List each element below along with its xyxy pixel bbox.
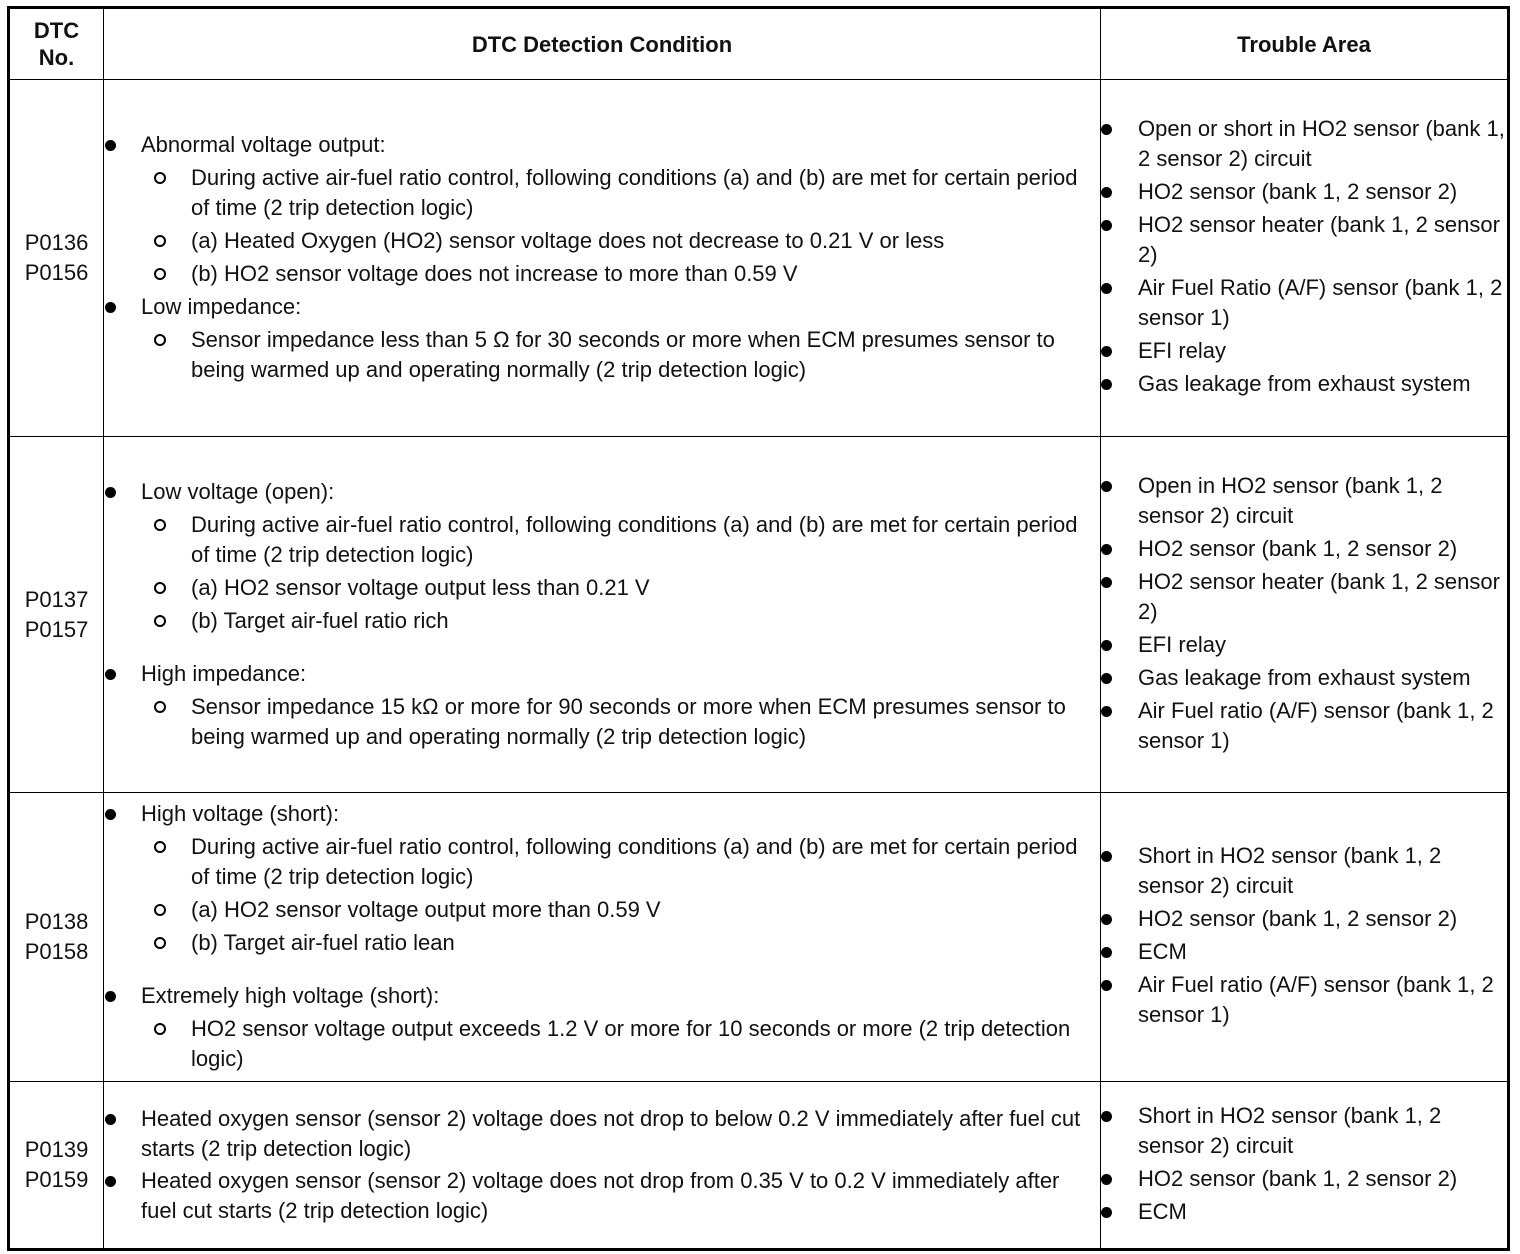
- detection-condition-cell: [104, 793, 1101, 1082]
- bullet-icon: [105, 809, 116, 820]
- trouble-area-item: HO2 sensor (bank 1, 2 sensor 2): [1101, 177, 1507, 207]
- trouble-area-item: Open in HO2 sensor (bank 1, 2 sensor 2) circuit: [1101, 471, 1507, 531]
- bullet-icon: [1101, 673, 1112, 684]
- dtc-table: [7, 6, 1510, 1251]
- dtc-code-cell: [9, 1082, 104, 1250]
- detection-condition-cell: [104, 437, 1101, 793]
- trouble-area-item: HO2 sensor (bank 1, 2 sensor 2): [1101, 534, 1507, 564]
- dtc-code: P0157: [24, 616, 89, 642]
- condition-subitem: Sensor impedance less than 5 Ω for 30 seconds or more when ECM presumes sensor to being warmed up and operating normally (2 trip detection logic): [154, 325, 1100, 385]
- dtc-code-cell: [9, 80, 104, 437]
- trouble-area-item: EFI relay: [1101, 336, 1507, 366]
- trouble-area-item: ECM: [1101, 1197, 1507, 1227]
- bullet-icon: [1101, 1174, 1112, 1185]
- dtc-code-cell: [9, 437, 104, 793]
- trouble-area-item: HO2 sensor (bank 1, 2 sensor 2): [1101, 904, 1507, 934]
- bullet-icon: [1101, 187, 1112, 198]
- circle-bullet-icon: [154, 701, 166, 713]
- bullet-icon: [1101, 220, 1112, 231]
- trouble-area-item: Short in HO2 sensor (bank 1, 2 sensor 2) circuit: [1101, 1101, 1507, 1161]
- trouble-area-item: ECM: [1101, 937, 1507, 967]
- bullet-icon: [1101, 577, 1112, 588]
- dtc-code: P0139: [24, 1137, 89, 1162]
- dtc-code-cell: [9, 793, 104, 1082]
- trouble-area-cell: [1101, 80, 1509, 437]
- condition-subitem: HO2 sensor voltage output exceeds 1.2 V or more for 10 seconds or more (2 trip detection logic): [154, 1014, 1100, 1074]
- circle-bullet-icon: [154, 334, 166, 346]
- trouble-area-item: Gas leakage from exhaust system: [1101, 369, 1507, 399]
- trouble-area-item: Short in HO2 sensor (bank 1, 2 sensor 2) circuit: [1101, 841, 1507, 901]
- header-dtc-no-line1: DTC: [33, 18, 80, 43]
- condition-item: Heated oxygen sensor (sensor 2) voltage does not drop from 0.35 V to 0.2 V immediately after fuel cut starts (2 trip detection logic): [104, 1166, 1100, 1226]
- condition-subitem: (a) Heated Oxygen (HO2) sensor voltage does not decrease to 0.21 V or less: [154, 226, 1100, 256]
- condition-item: High voltage (short):: [104, 799, 1100, 829]
- condition-subitem: During active air-fuel ratio control, following conditions (a) and (b) are met for certain period of time (2 trip detection logic): [154, 510, 1100, 570]
- condition-subitem: (b) HO2 sensor voltage does not increase to more than 0.59 V: [154, 259, 1100, 289]
- circle-bullet-icon: [154, 582, 166, 594]
- condition-item: Heated oxygen sensor (sensor 2) voltage does not drop to below 0.2 V immediately after fuel cut starts (2 trip detection logic): [104, 1104, 1100, 1164]
- condition-subitem: During active air-fuel ratio control, following conditions (a) and (b) are met for certain period of time (2 trip detection logic): [154, 163, 1100, 223]
- header-row: [9, 8, 1509, 80]
- condition-subitem: (a) HO2 sensor voltage output less than 0.21 V: [154, 573, 1100, 603]
- circle-bullet-icon: [154, 172, 166, 184]
- dtc-code: P0156: [24, 260, 89, 285]
- condition-item: Low impedance:: [104, 292, 1100, 322]
- table-row: [9, 793, 1509, 1082]
- trouble-area-item: Air Fuel ratio (A/F) sensor (bank 1, 2 sensor 1): [1101, 696, 1507, 756]
- bullet-icon: [1101, 640, 1112, 651]
- trouble-area-item: HO2 sensor heater (bank 1, 2 sensor 2): [1101, 567, 1507, 627]
- condition-subitem: During active air-fuel ratio control, following conditions (a) and (b) are met for certain period of time (2 trip detection logic): [154, 832, 1100, 892]
- dtc-code: P0138: [24, 909, 89, 934]
- bullet-icon: [105, 140, 116, 151]
- circle-bullet-icon: [154, 268, 166, 280]
- trouble-area-cell: [1101, 793, 1509, 1082]
- condition-subitem: (b) Target air-fuel ratio rich: [154, 606, 1100, 636]
- bullet-icon: [105, 1114, 116, 1125]
- bullet-icon: [1101, 914, 1112, 925]
- table-row: [9, 437, 1509, 793]
- bullet-icon: [1101, 481, 1112, 492]
- dtc-code: P0136: [24, 230, 89, 255]
- bullet-icon: [105, 991, 116, 1002]
- trouble-area-item: Gas leakage from exhaust system: [1101, 663, 1507, 693]
- trouble-area-item: Air Fuel ratio (A/F) sensor (bank 1, 2 sensor 1): [1101, 970, 1507, 1030]
- table-row: [9, 1082, 1509, 1250]
- detection-condition-cell: [104, 1082, 1101, 1250]
- condition-item: Extremely high voltage (short):: [104, 981, 1100, 1011]
- bullet-icon: [1101, 346, 1112, 357]
- trouble-area-cell: [1101, 1082, 1509, 1250]
- bullet-icon: [105, 1176, 116, 1187]
- trouble-area-item: HO2 sensor (bank 1, 2 sensor 2): [1101, 1164, 1507, 1194]
- bullet-icon: [1101, 544, 1112, 555]
- trouble-area-item: EFI relay: [1101, 630, 1507, 660]
- dtc-code: P0159: [24, 1167, 89, 1192]
- circle-bullet-icon: [154, 904, 166, 916]
- bullet-icon: [105, 669, 116, 680]
- dtc-code: P0137: [24, 586, 89, 612]
- bullet-icon: [105, 487, 116, 498]
- condition-item: Low voltage (open):: [104, 477, 1100, 507]
- circle-bullet-icon: [154, 937, 166, 949]
- detection-condition-cell: [104, 80, 1101, 437]
- condition-item: Abnormal voltage output:: [104, 130, 1100, 160]
- condition-subitem: Sensor impedance 15 kΩ or more for 90 seconds or more when ECM presumes sensor to being warmed up and operating normally (2 trip detection logic): [154, 692, 1100, 752]
- bullet-icon: [1101, 851, 1112, 862]
- circle-bullet-icon: [154, 519, 166, 531]
- circle-bullet-icon: [154, 615, 166, 627]
- header-detection-condition: DTC Detection Condition: [104, 8, 1101, 80]
- trouble-area-item: HO2 sensor heater (bank 1, 2 sensor 2): [1101, 210, 1507, 270]
- condition-item: High impedance:: [104, 659, 1100, 689]
- header-dtc-no-line2: No.: [38, 45, 75, 70]
- trouble-area-item: Open or short in HO2 sensor (bank 1, 2 sensor 2) circuit: [1101, 114, 1507, 174]
- bullet-icon: [1101, 947, 1112, 958]
- circle-bullet-icon: [154, 1023, 166, 1035]
- condition-subitem: (b) Target air-fuel ratio lean: [154, 928, 1100, 958]
- dtc-code: P0158: [24, 939, 89, 964]
- bullet-icon: [1101, 1111, 1112, 1122]
- trouble-area-cell: [1101, 437, 1509, 793]
- condition-subitem: (a) HO2 sensor voltage output more than 0.59 V: [154, 895, 1100, 925]
- header-dtc-no: [9, 8, 104, 80]
- bullet-icon: [1101, 706, 1112, 717]
- bullet-icon: [1101, 1207, 1112, 1218]
- circle-bullet-icon: [154, 235, 166, 247]
- bullet-icon: [1101, 379, 1112, 390]
- bullet-icon: [1101, 980, 1112, 991]
- header-trouble-area: Trouble Area: [1101, 8, 1509, 80]
- bullet-icon: [1101, 283, 1112, 294]
- table-row: [9, 80, 1509, 437]
- circle-bullet-icon: [154, 841, 166, 853]
- bullet-icon: [105, 302, 116, 313]
- bullet-icon: [1101, 124, 1112, 135]
- trouble-area-item: Air Fuel Ratio (A/F) sensor (bank 1, 2 sensor 1): [1101, 273, 1507, 333]
